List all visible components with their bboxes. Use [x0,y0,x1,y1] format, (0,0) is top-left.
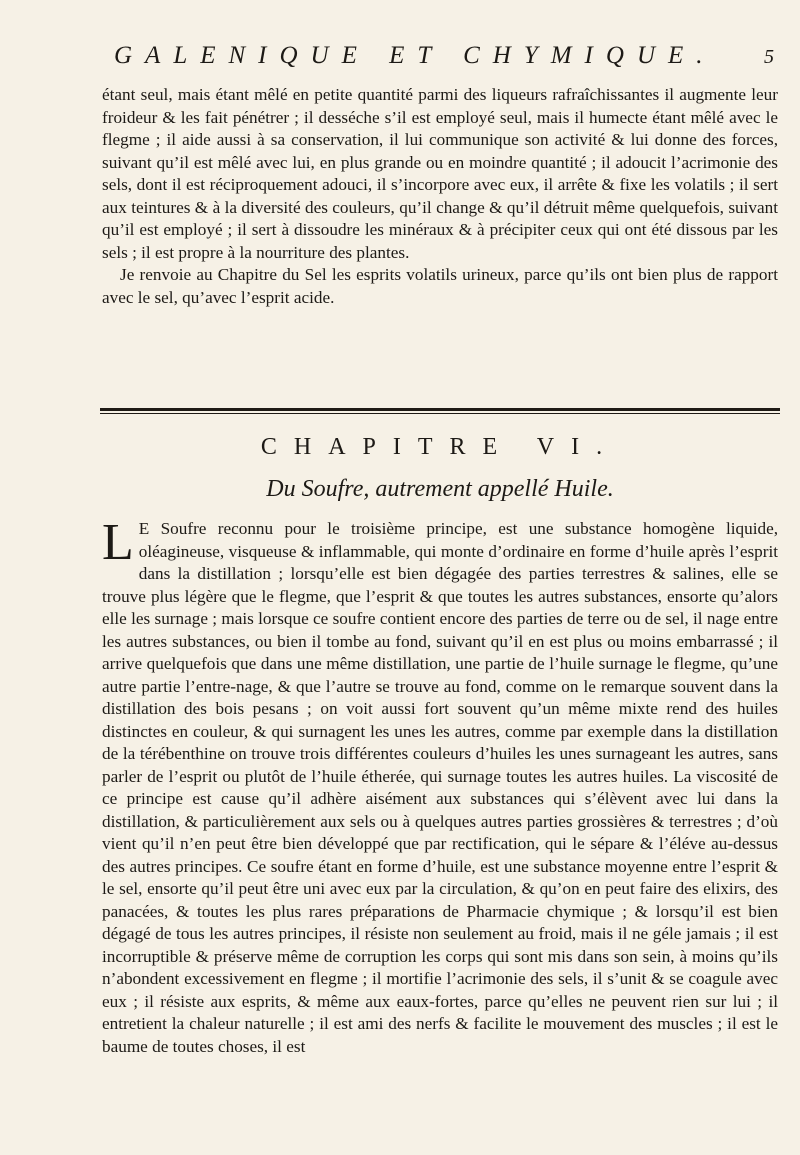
page-number: 5 [764,46,774,68]
drop-cap: L [102,514,134,571]
chapter-subtitle: Du Soufre, autrement appellé Huile. [266,476,614,502]
divider-thick-line [100,408,780,411]
section-divider [100,408,780,416]
divider-thin-line [100,413,780,414]
chapter-heading: CHAPITRE VI. [260,434,620,460]
running-head [100,42,780,76]
paragraph-3 [102,514,778,1058]
text-block-top [102,84,778,309]
running-head-title: GALENIQUE ET CHYMIQUE. [114,42,716,69]
paragraph-1: étant seul, mais étant mêlé en petite quantité parmi des liqueurs rafraîchissantes il augmente leur froideur & les fait pénétrer ; il desséche s’il est employé seul, mais il humecte étant mêlé avec le flegme ; il aide aussi à sa conservation, il lui communique son activité & lui donne des forces, suivant qu’il est mêlé avec lui, en plus grande ou en moindre quantité ; il adoucit l’acrimonie des sels, dont il est réciproquement adouci, il s’incorpore avec eux, il arrête & fixe les volatils ; il sert aux teintures & à la diversité des couleurs, qu’il change & qu’il détruit même quelquefois, suivant qu’il est employé ; il sert à dissoudre les minéraux & à précipiter ceux qui ont été dissous par les sels ; il est propre à la nourriture des plantes. [102,85,778,262]
paragraph-2: Je renvoie au Chapitre du Sel les esprits volatils urineux, parce qu’ils ont bien plus de rapport avec le sel, qu’avec l’esprit acide. [102,265,778,307]
paragraph-3-text: E Soufre reconnu pour le troisième principe, est une substance homogène liquide, oléagineuse, visqueuse & inflammable, qui monte d’ordinaire en forme d’huile après l’esprit dans la distillation ; lorsqu’elle est bien dégagée des parties terrestres & salines, elle se trouve plus légère que le flegme, que l’esprit & que toutes les autres substances, ensorte qu’alors elle les surnage ; mais lorsque ce soufre contient encore des parties de terre ou de sel, il nage entre les autres substances, ou bien il tombe au fond, suivant qu’il en est plus ou moins embarrassé ; il arrive quelquefois que dans une même distillation, une partie de l’huile surnage le flegme, qu’une autre partie l’entre-nage, & que l’autre se trouve au fond, comme on le remarque souvent dans la distillation des bois pesans ; on voit aussi fort souvent qu’un même mixte rend des huiles distinctes en couleur, & qui surnagent les unes les autres, comme par exemple dans la distillation de la térébenthine on trouve trois différentes couleurs d’huiles les unes surnageant les autres, sans parler de l’esprit ou plutôt de l’huile étherée, qui surnage toutes les autres huiles. La viscosité de ce principe est cause qu’il adhère aisément aux substances qui s’élèvent avec lui dans la distillation, & particulièrement aux sels ou à quelques autres parties grossières & terrestres ; d’où vient qu’il n’en peut être bien développé que par rectification, qui le sépare & l’éléve au-dessus des autres principes. Ce soufre étant en forme d’huile, est une substance moyenne entre l’esprit & le sel, ensorte qu’il peut être uni avec eux par la circulation, & qu’on en peut faire des elixirs, des panacées, & toutes les plus rares préparations de Pharmacie chymique ; & lorsqu’il est bien dégagé de tous les autres principes, il résiste non seulement au froid, mais il ne géle jamais ; il est incorruptible & préserve même de corruption les corps qui sont mis dans son sein, à moins qu’ils n’abondent excessivement en flegme ; il mortifie l’acrimonie des sels, il s’unit & se coagule avec eux ; il résiste aux esprits, & même aux eaux-fortes, parce qu’elles ne peuvent rien sur lui ; il entretient la chaleur naturelle ; il est ami des nerfs & facilite le mouvement des muscles ; il est le baume de toutes choses, il est [102,519,778,1056]
text-block-chapter [102,514,778,1058]
